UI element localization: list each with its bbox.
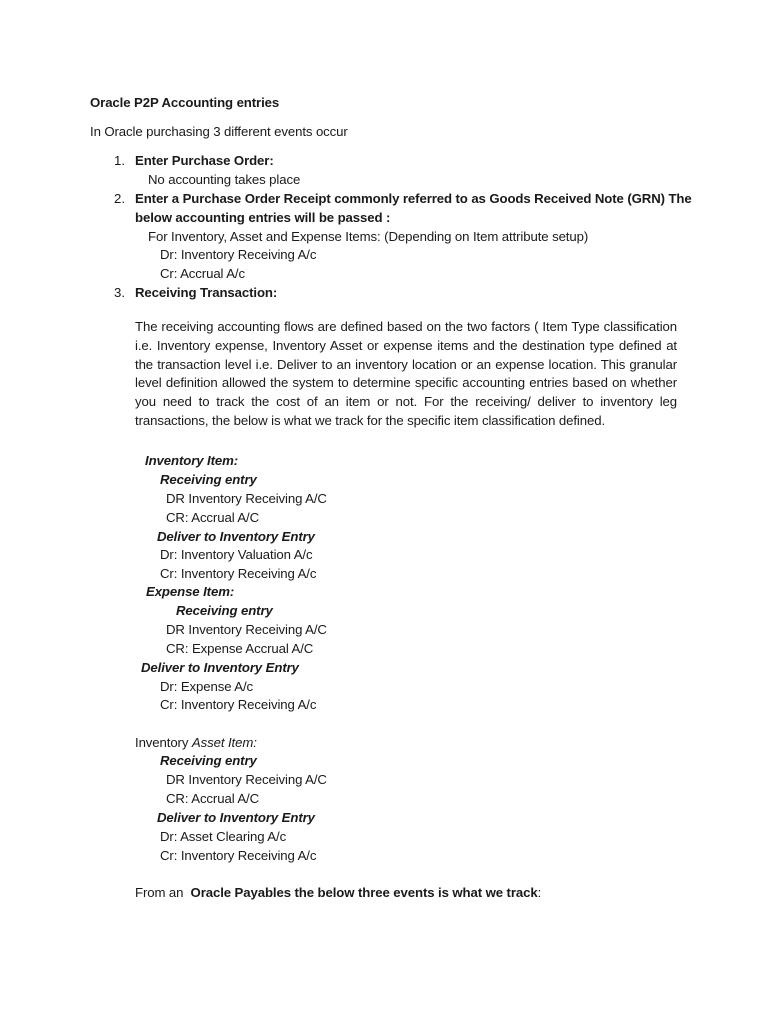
asset-item-receiving-label: Receiving entry	[160, 753, 257, 768]
event-2-subtitle: For Inventory, Asset and Expense Items: (Depending on Item attribute setup)	[148, 229, 589, 244]
payables-suffix: :	[537, 885, 542, 900]
asset-item-receiving-credit: CR: Accrual A/C	[166, 791, 260, 806]
list-number-1: 1.	[114, 153, 125, 168]
event-2-credit: Cr: Accrual A/c	[160, 266, 245, 281]
receiving-paragraph: The receiving accounting flows are defined based on the two factors ( Item Type classification i.e. Inventory expense, Inventory Asset or expense items and the destination type defined at the transaction level i.e. Deliver to an inventory location or an expense location. This granular level definition allowed the system to determine specific accounting entries based on whether you need to track the cost of an item or not. For the receiving/ deliver to inventory leg transactions, the below is what we track for the specific item classification defined.	[135, 319, 677, 428]
inventory-item-receiving-debit: DR Inventory Receiving A/C	[166, 491, 327, 506]
payables-prefix: From an	[135, 885, 191, 900]
inventory-item-receiving-label: Receiving entry	[160, 472, 257, 487]
list-number-2: 2.	[114, 191, 125, 206]
payables-line	[135, 883, 541, 902]
asset-item-deliver-debit: Dr: Asset Clearing A/c	[160, 829, 287, 844]
document-title: Oracle P2P Accounting entries	[90, 95, 280, 110]
list-number-3: 3.	[114, 285, 125, 300]
event-2-heading-line1: Enter a Purchase Order Receipt commonly referred to as Goods Received Note (GRN) The	[135, 191, 692, 206]
asset-item-title	[135, 733, 257, 752]
asset-item-title-plain: Inventory	[135, 735, 192, 750]
intro-text: In Oracle purchasing 3 different events occur	[90, 124, 348, 139]
inventory-item-deliver-debit: Dr: Inventory Valuation A/c	[160, 547, 313, 562]
asset-item-deliver-label: Deliver to Inventory Entry	[157, 810, 315, 825]
asset-item-receiving-debit: DR Inventory Receiving A/C	[166, 772, 327, 787]
expense-item-receiving-debit: DR Inventory Receiving A/C	[166, 622, 327, 637]
expense-item-receiving-credit: CR: Expense Accrual A/C	[166, 641, 314, 656]
expense-item-deliver-debit: Dr: Expense A/c	[160, 679, 254, 694]
asset-item-deliver-credit: Cr: Inventory Receiving A/c	[160, 848, 317, 863]
event-3-heading: Receiving Transaction:	[135, 285, 278, 300]
expense-item-deliver-credit: Cr: Inventory Receiving A/c	[160, 697, 317, 712]
inventory-item-title	[145, 451, 238, 470]
expense-item-deliver-label: Deliver to Inventory Entry	[141, 660, 299, 675]
asset-item-title-italic: Asset Item:	[191, 735, 257, 750]
expense-item-receiving-label: Receiving entry	[176, 603, 273, 618]
inventory-item-deliver-credit: Cr: Inventory Receiving A/c	[160, 566, 317, 581]
payables-bold-text: Oracle Payables the below three events is what we track	[190, 885, 538, 900]
event-2-debit: Dr: Inventory Receiving A/c	[160, 247, 317, 262]
inventory-item-title-text: Inventory Item:	[145, 453, 239, 468]
inventory-item-deliver-label: Deliver to Inventory Entry	[157, 529, 315, 544]
inventory-item-receiving-credit: CR: Accrual A/C	[166, 510, 260, 525]
event-1-heading: Enter Purchase Order:	[135, 153, 274, 168]
event-1-note: No accounting takes place	[148, 172, 301, 187]
event-2-heading-line2: below accounting entries will be passed :	[135, 210, 391, 225]
expense-item-title: Expense Item:	[146, 584, 235, 599]
